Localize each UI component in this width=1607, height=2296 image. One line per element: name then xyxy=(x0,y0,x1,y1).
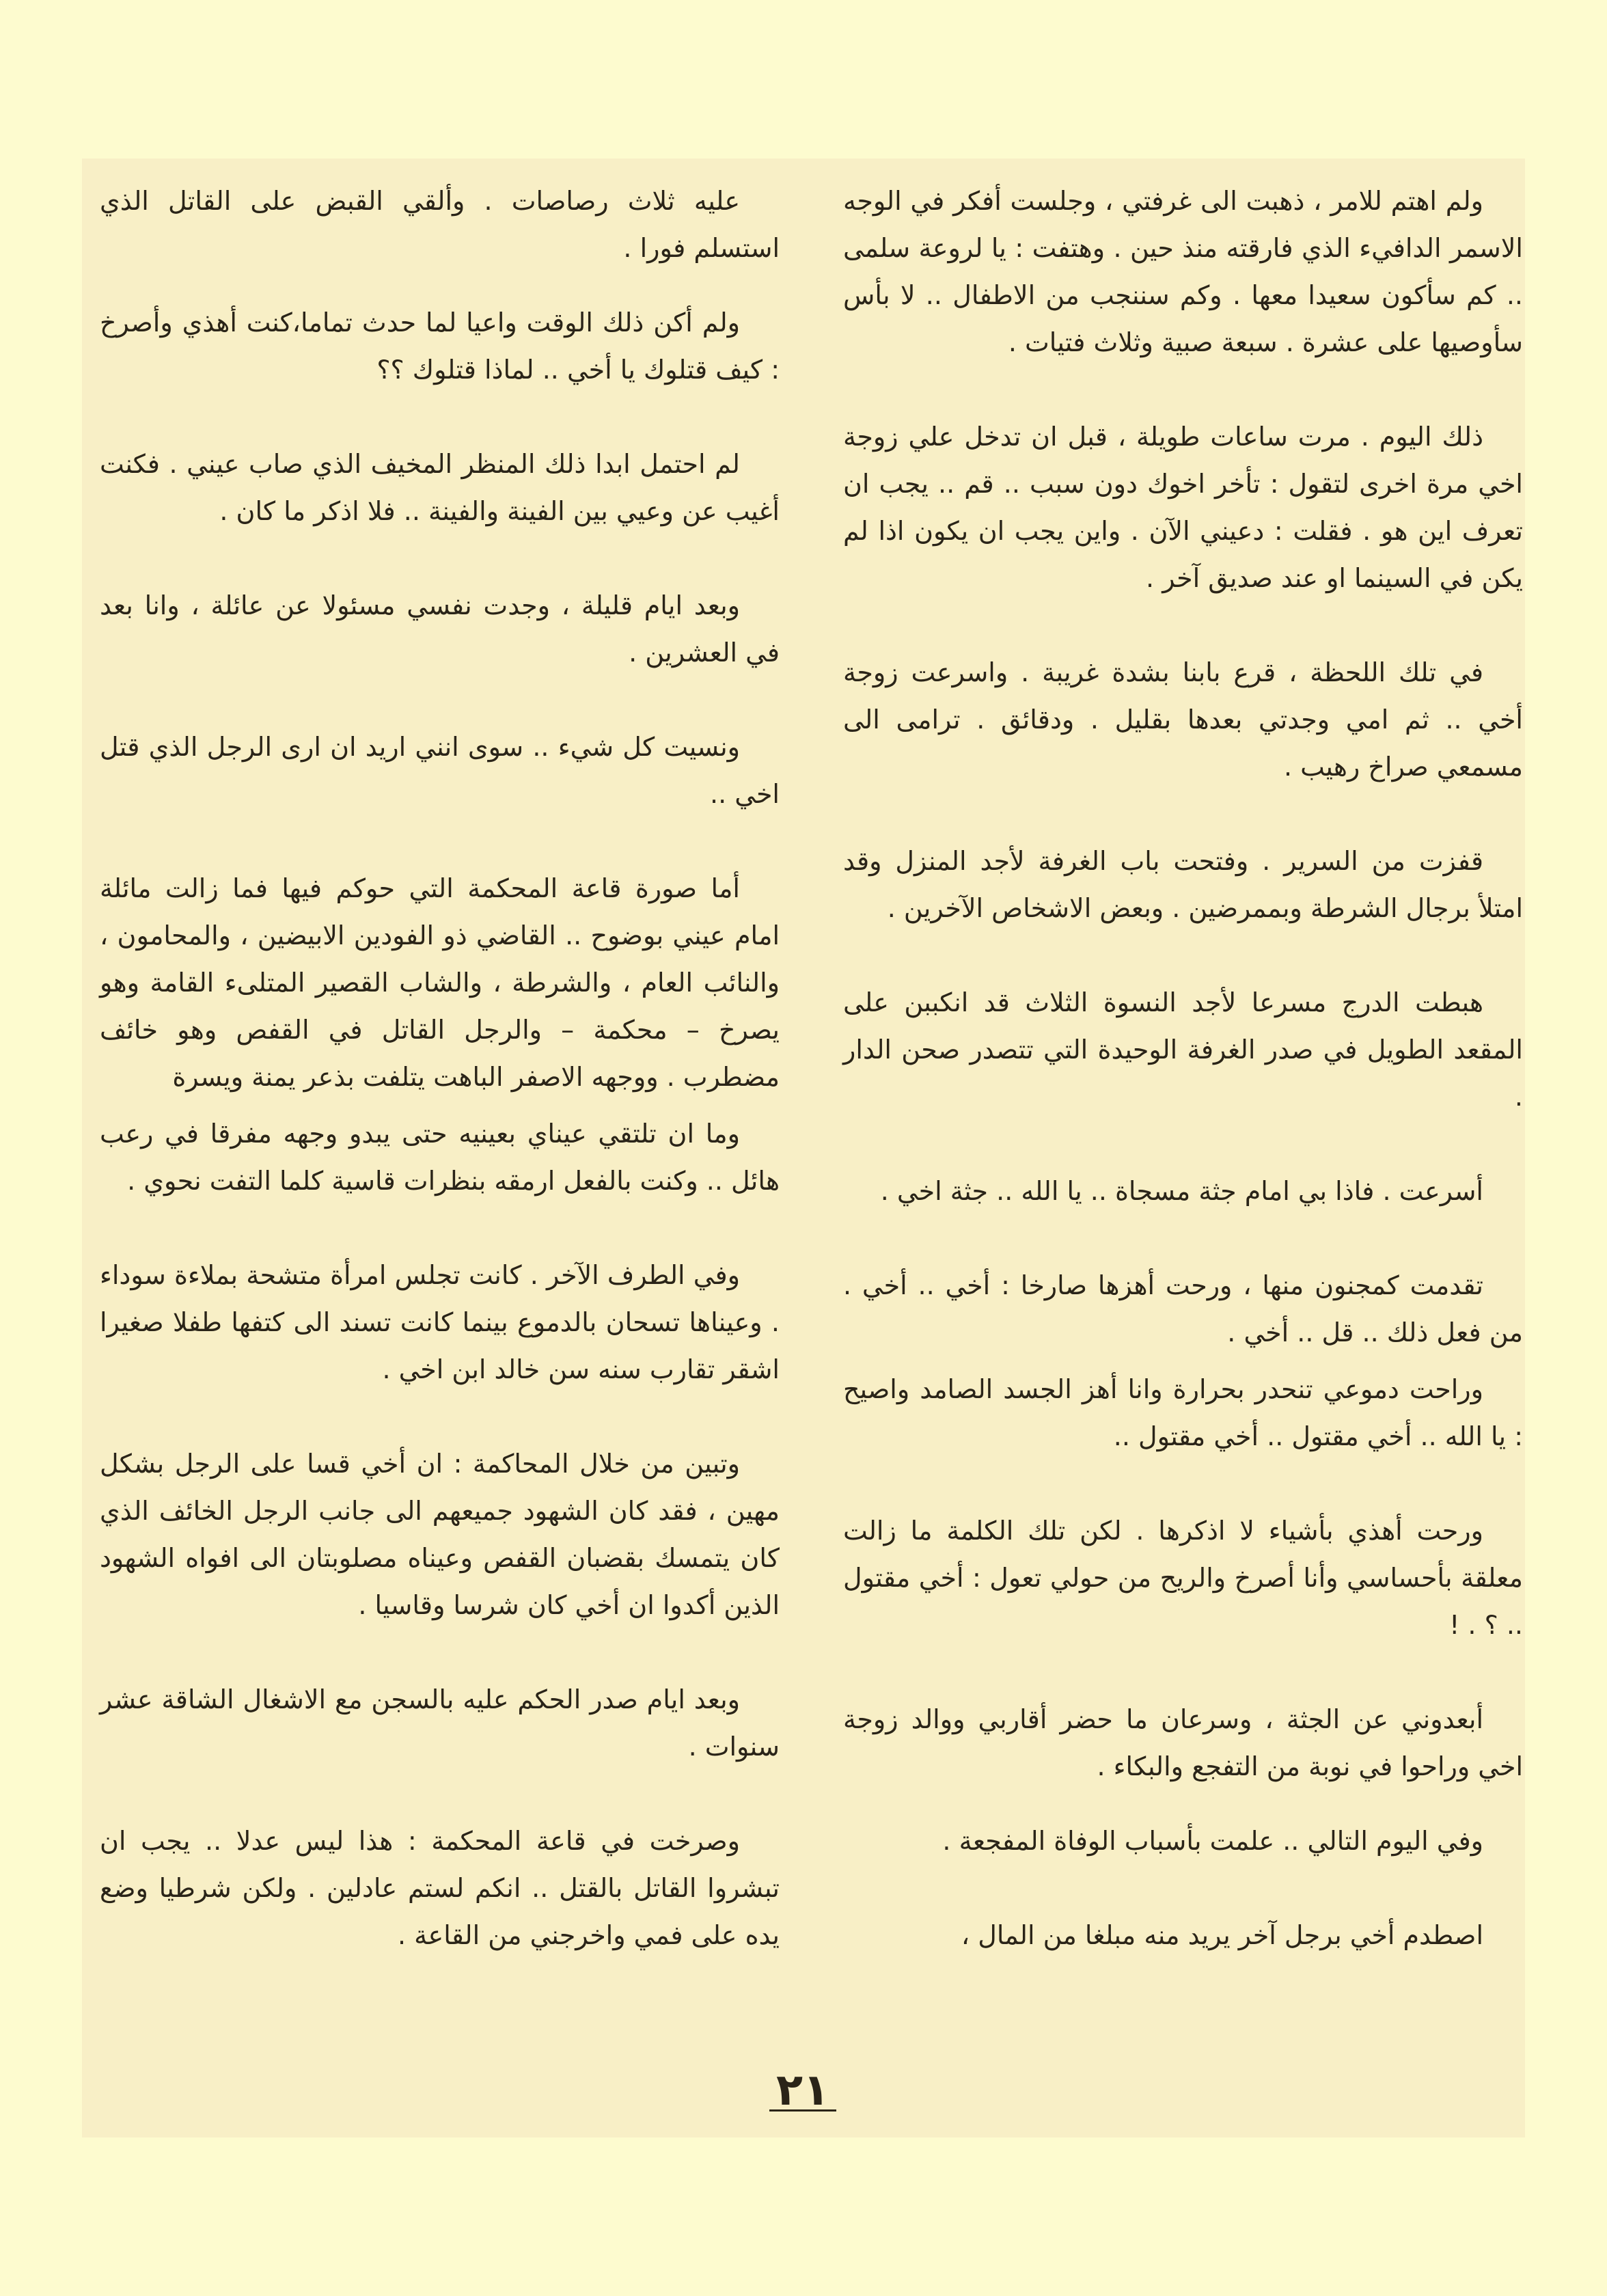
paragraph: اصطدم أخي برجل آخر يريد منه مبلغا من المال ، xyxy=(961,1920,1483,1950)
paragraph: أما صورة قاعة المحكمة التي حوكم فيها فما زالت مائلة امام عيني بوضوح .. القاضي ذو الفودين الابيضين ، والمحامون ، والنائب العام ، والشرطة ، والشاب القصير المتلىء القامة وهو يصرخ – محكمة – والرجل القاتل في القفص وهو خائف مضطرب . ووجهه الاصفر الباهت يتلفت بذعر يمنة ويسرة xyxy=(100,873,780,1092)
paragraph: وصرخت في قاعة المحكمة : هذا ليس عدلا .. يجب ان تبشروا القاتل بالقتل .. انكم لستم عادلين . ولكن شرطيا وضع يده على فمي واخرجني من القاعة . xyxy=(100,1826,780,1950)
paragraph: وفي الطرف الآخر . كانت تجلس امرأة متشحة بملاءة سوداء . وعيناها تسحان بالدموع بينما كانت تسند الى كتفها طفلا صغيرا اشقر تقارب سنه سن خالد ابن اخي . xyxy=(100,1260,780,1384)
paragraph: عليه ثلاث رصاصات . وألقي القبض على القاتل الذي استسلم فورا . xyxy=(100,186,780,263)
paragraph: تقدمت كمجنون منها ، ورحت أهزها صارخا : أخي .. أخي . من فعل ذلك .. قل .. أخي . xyxy=(843,1270,1523,1348)
paragraph: هبطت الدرج مسرعا لأجد النسوة الثلاث قد انكببن على المقعد الطويل في صدر الغرفة الوحيدة التي تتصدر صحن الدار . xyxy=(843,987,1523,1112)
page-number: ٢١ xyxy=(765,2065,840,2116)
paragraph: ولم أكن ذلك الوقت واعيا لما حدث تماما،كنت أهذي وأصرخ : كيف قتلوك يا أخي .. لماذا قتلوك ؟؟ xyxy=(100,308,780,385)
paragraph: لم احتمل ابدا ذلك المنظر المخيف الذي صاب عيني . فكنت أغيب عن وعيي بين الفينة والفينة .. فلا اذكر ما كان . xyxy=(100,449,780,526)
left-column xyxy=(100,178,780,2006)
paragraph: وفي اليوم التالي .. علمت بأسباب الوفاة المفجعة . xyxy=(942,1826,1483,1856)
paragraph: قفزت من السرير . وفتحت باب الغرفة لأجد المنزل وقد امتلأ برجال الشرطة وبممرضين . وبعض الاشخاص الآخرين . xyxy=(843,846,1523,923)
paragraph: ونسيت كل شيء .. سوى انني اريد ان ارى الرجل الذي قتل اخي .. xyxy=(100,732,780,809)
paragraph: وبعد ايام قليلة ، وجدت نفسي مسئولا عن عائلة ، وانا بعد في العشرين . xyxy=(100,590,780,668)
paragraph: أبعدوني عن الجثة ، وسرعان ما حضر أقاربي ووالد زوجة اخي وراحوا في نوبة من التفجع والبكاء . xyxy=(843,1704,1523,1781)
paragraph: وما ان تلتقي عيناي بعينيه حتى يبدو وجهه مفرقا في رعب هائل .. وكنت بالفعل ارمقه بنظرات قاسية كلما التفت نحوي . xyxy=(100,1119,780,1196)
paragraph: في تلك اللحظة ، قرع بابنا بشدة غريبة . واسرعت زوجة أخي .. ثم امي وجدتي بعدها بقليل . ودقائق . ترامى الى مسمعي صراخ رهيب . xyxy=(843,657,1523,782)
paragraph: ذلك اليوم . مرت ساعات طويلة ، قبل ان تدخل علي زوجة اخي مرة اخرى لتقول : تأخر اخوك دون سبب .. قم .. يجب ان تعرف اين هو . فقلت : دعيني الآن . واين يجب ان يكون اذا لم يكن في السينما او عند صديق آخر . xyxy=(843,422,1523,593)
paragraph: وبعد ايام صدر الحكم عليه بالسجن مع الاشغال الشاقة عشر سنوات . xyxy=(100,1684,780,1762)
paragraph: أسرعت . فاذا بي امام جثة مسجاة .. يا الله .. جثة اخي . xyxy=(880,1176,1483,1206)
paragraph: وتبين من خلال المحاكمة : ان أخي قسا على الرجل بشكل مهين ، فقد كان الشهود جميعهم الى جانب الرجل الخائف الذي كان يتمسك بقضبان القفص وعيناه مصلوبتان الى افواه الشهود الذين أكدوا ان أخي كان شرسا وقاسيا . xyxy=(100,1449,780,1620)
right-column xyxy=(843,178,1523,2006)
paragraph: ورحت أهذي بأشياء لا اذكرها . لكن تلك الكلمة ما زالت معلقة بأحساسي وأنا أصرخ والريح من حولي تعول : أخي مقتول .. ؟ . ! xyxy=(843,1516,1523,1640)
paragraph: ولم اهتم للامر ، ذهبت الى غرفتي ، وجلست أفكر في الوجه الاسمر الدافيء الذي فارقته منذ حين . وهتفت : يا لروعة سلمى .. كم سأكون سعيدا معها . وكم سننجب من الاطفال .. لا بأس سأوصيها على عشرة . سبعة صبية وثلاث فتيات . xyxy=(843,186,1523,357)
paragraph: وراحت دموعي تنحدر بحرارة وانا أهز الجسد الصامد واصيح : يا الله .. أخي مقتول .. أخي مقتول .. xyxy=(843,1374,1523,1451)
